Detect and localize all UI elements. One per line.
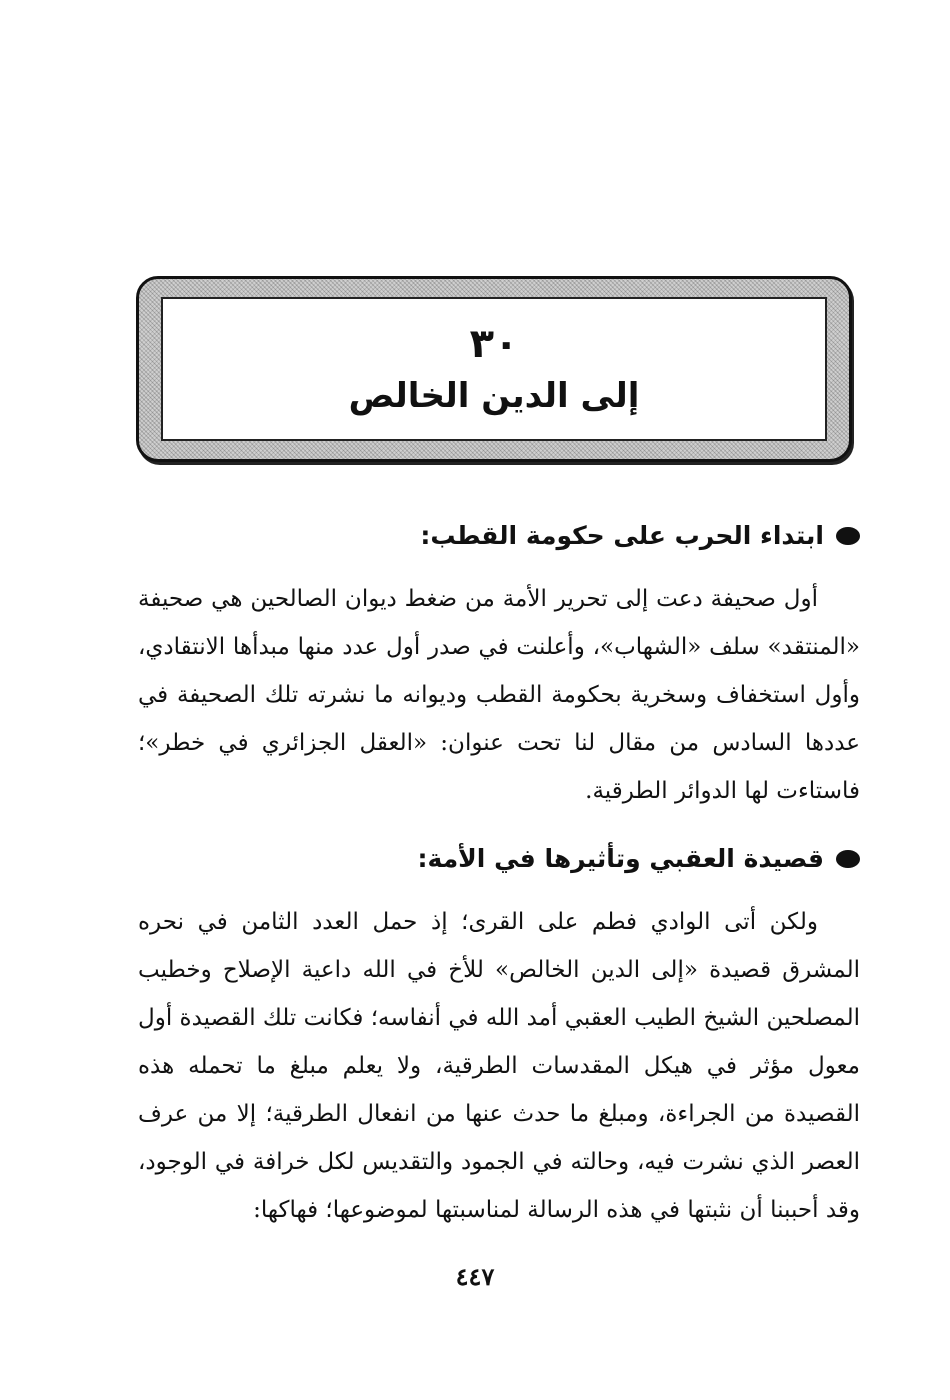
section-paragraph: أول صحيفة دعت إلى تحرير الأمة من ضغط ديوان الصالحين هي صحيفة «المنتقد» سلف «الشهاب»، وأعلنت في صدر أول عدد منها مبدأها الانتقادي، وأول استخفاف وسخرية بحكومة القطب وديوانه ما نشرته تلك الصحيفة في عددها السادس من مقال لنا تحت عنوان: «العقل الجزائري في خطر»؛ فاستاءت لها الدوائر الطرقية. <box>138 586 860 804</box>
chapter-title-box <box>136 276 852 462</box>
section-heading <box>138 518 860 553</box>
page-content <box>138 500 860 1260</box>
bullet-icon <box>836 850 860 868</box>
chapter-title: إلى الدين الخالص <box>348 375 640 416</box>
section-heading-text: ابتداء الحرب على حكومة القطب: <box>420 521 824 550</box>
section-heading-text: قصيدة العقبي وتأثيرها في الأمة: <box>417 844 824 873</box>
section-heading <box>138 841 860 876</box>
chapter-number: ٣٠ <box>469 320 519 367</box>
bullet-icon <box>836 527 860 545</box>
chapter-title-inner <box>161 297 827 441</box>
page-number: ٤٤٧ <box>455 1262 495 1291</box>
section-paragraph: ولكن أتى الوادي فطم على القرى؛ إذ حمل العدد الثامن في نحره المشرق قصيدة «إلى الدين الخالص» للأخ في الله داعية الإصلاح وخطيب المصلحين الشيخ الطيب العقبي أمد الله في أنفاسه؛ فكانت تلك القصيدة أول معول مؤثر في هيكل المقدسات الطرقية، ولا يعلم مبلغ ما تحمله هذه القصيدة من الجراءة، ومبلغ ما حدث عنها من انفعال الطرقية؛ إلا من عرف العصر الذي نشرت فيه، وحالته في الجمود والتقديس لكل خرافة في الوجود، وقد أحببنا أن نثبتها في هذه الرسالة لمناسبتها لموضوعها؛ فهاكها: <box>138 909 860 1223</box>
